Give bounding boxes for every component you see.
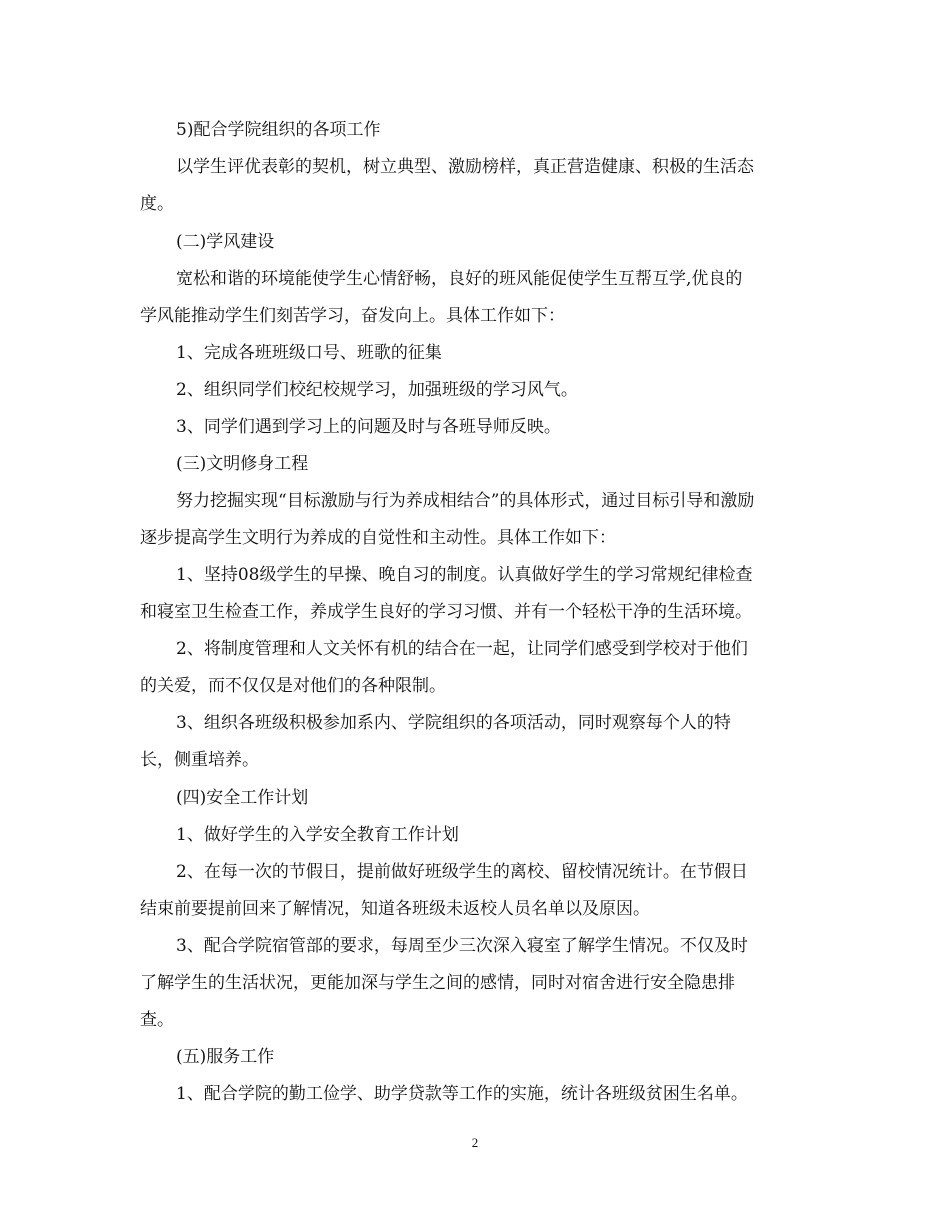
section-heading-3: (三)文明修身工程 [176, 454, 309, 474]
paragraph-line: 长，侧重培养。 [140, 750, 259, 770]
section-heading-4: (四)安全工作计划 [176, 788, 309, 808]
page-number: 2 [471, 1135, 479, 1150]
paragraph-line: 和寝室卫生检查工作，养成学生良好的学习习惯、并有一个轻松干净的生活环境。 [140, 602, 752, 622]
section-heading-5: (五)服务工作 [176, 1047, 275, 1067]
paragraph-line: 度。 [140, 194, 174, 214]
list-item: 3、同学们遇到学习上的问题及时与各班导师反映。 [176, 417, 561, 437]
list-item: 2、在每一次的节假日，提前做好班级学生的离校、留校情况统计。在节假日 [176, 862, 748, 882]
paragraph-line: 的关爱，而不仅仅是对他们的各种限制。 [140, 676, 446, 696]
paragraph-line: 了解学生的生活状况，更能加深与学生之间的感情，同时对宿舍进行安全隐患排 [140, 973, 735, 993]
list-item: 2、将制度管理和人文关怀有机的结合在一起，让同学们感受到学校对于他们 [176, 639, 748, 659]
paragraph-line: 逐步提高学生文明行为养成的自觉性和主动性。具体工作如下： [140, 528, 616, 548]
paragraph-line: 结束前要提前回来了解情况，知道各班级未返校人员名单以及原因。 [140, 899, 650, 919]
item-5-heading: 5)配合学院组织的各项工作 [176, 120, 381, 140]
list-item: 1、坚持08级学生的早操、晚自习的制度。认真做好学生的学习常规纪律检查 [176, 565, 753, 585]
paragraph-line: 查。 [140, 1010, 174, 1030]
list-item: 1、配合学院的勤工俭学、助学贷款等工作的实施，统计各班级贫困生名单。 [176, 1084, 748, 1104]
list-item: 1、完成各班班级口号、班歌的征集 [176, 343, 442, 363]
paragraph-line: 宽松和谐的环境能使学生心情舒畅，良好的班风能促使学生互帮互学,优良的 [176, 269, 743, 289]
paragraph-line: 以学生评优表彰的契机，树立典型、激励榜样，真正营造健康、积极的生活态 [176, 157, 754, 177]
list-item: 3、配合学院宿管部的要求，每周至少三次深入寝室了解学生情况。不仅及时 [176, 936, 748, 956]
paragraph-line: 努力挖掘实现“目标激励与行为养成相结合”的具体形式，通过目标引导和激励 [176, 491, 755, 511]
paragraph-line: 学风能推动学生们刻苦学习，奋发向上。具体工作如下： [140, 306, 565, 326]
list-item: 3、组织各班级积极参加系内、学院组织的各项活动，同时观察每个人的特 [176, 713, 731, 733]
section-heading-2: (二)学风建设 [176, 232, 275, 252]
list-item: 1、做好学生的入学安全教育工作计划 [176, 825, 459, 845]
list-item: 2、组织同学们校纪校规学习，加强班级的学习风气。 [176, 380, 578, 400]
